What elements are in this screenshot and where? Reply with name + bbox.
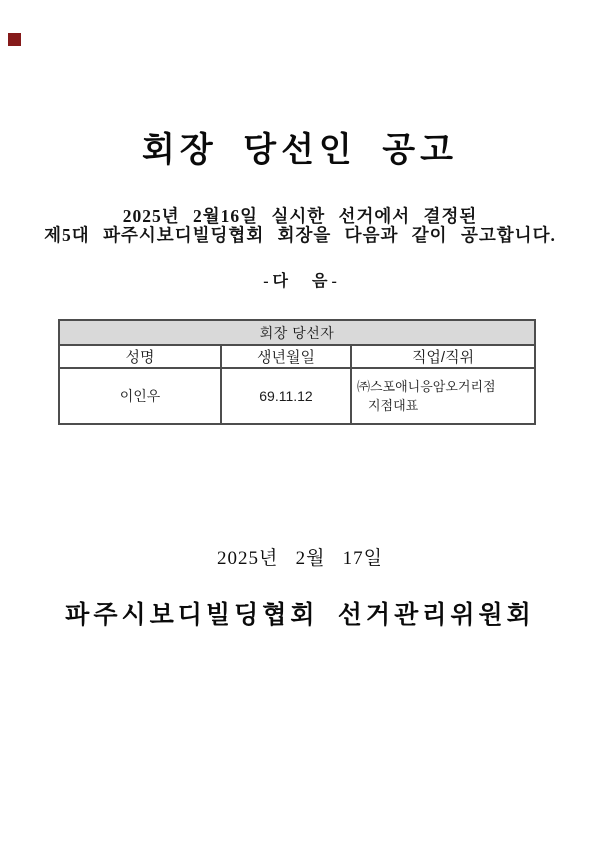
red-square-marker xyxy=(8,33,21,46)
intro-line-1: 2025년 2월16일 실시한 선거에서 결정된 xyxy=(122,206,478,226)
intro-line-2: 제5대 파주시보디빌딩협회 회장을 다음과 같이 공고합니다. xyxy=(44,225,556,245)
issuing-organization: 파주시보디빌딩협회 선거관리위원회 xyxy=(65,602,535,629)
cell-occupation xyxy=(351,368,535,424)
column-header-occupation: 직업/직위 xyxy=(351,345,535,368)
table-caption-row xyxy=(59,320,535,345)
winner-table xyxy=(58,319,536,425)
occupation-line-2: 지점대표 xyxy=(368,398,419,413)
table-caption: 회장 당선자 xyxy=(59,320,535,345)
column-header-name: 성명 xyxy=(59,345,221,368)
column-header-birthdate: 생년월일 xyxy=(221,345,351,368)
table-header-row xyxy=(59,345,535,368)
intro-paragraph xyxy=(0,207,600,245)
occupation-line-1: ㈜스포애니응암오거리점 xyxy=(357,379,496,394)
cell-name: 이인우 xyxy=(59,368,221,424)
announcement-date: 2025년 2월 17일 xyxy=(216,548,384,569)
table-row xyxy=(59,368,535,424)
page-title: 회장 당선인 공고 xyxy=(142,132,458,169)
daum-separator: - 다 음 - xyxy=(263,273,337,290)
cell-birthdate: 69.11.12 xyxy=(221,368,351,424)
